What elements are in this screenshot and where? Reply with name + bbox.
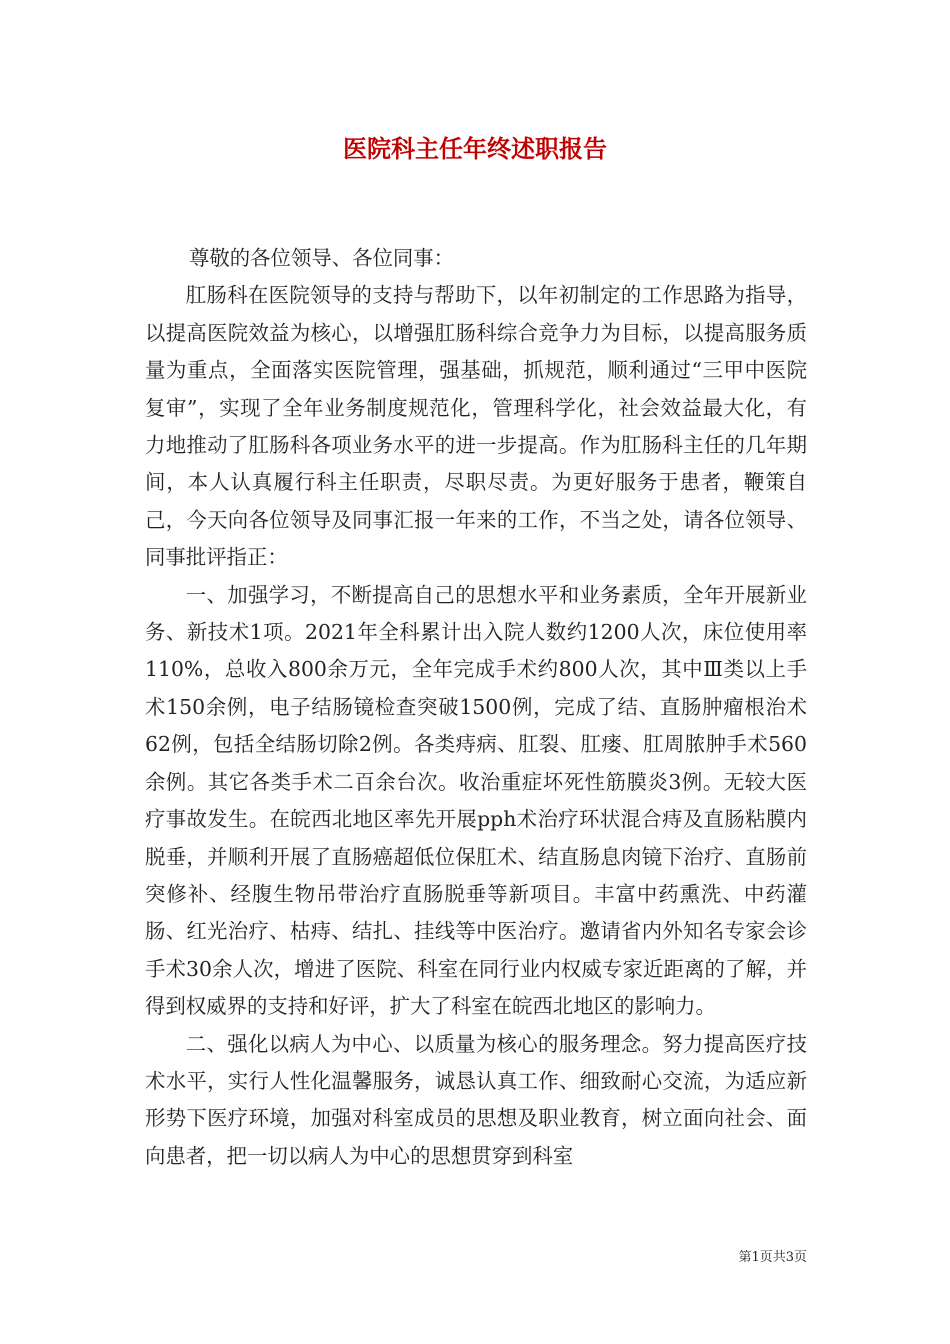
- section-one-paragraph: 一、加强学习，不断提高自己的思想水平和业务素质，全年开展新业务、新技术1项。2021年全科累计出入院人数约1200人次，床位使用率110%，总收入800余万元，全年完成手术约800人次，其中Ⅲ类以上手术150余例，电子结肠镜检查突破1500例，完成了结、直肠肿瘤根治术62例，包括全结肠切除2例。各类痔病、肛裂、肛瘘、肛周脓肿手术560余例。其它各类手术二百余台次。收治重症坏死性筋膜炎3例。无较大医疗事故发生。在皖西北地区率先开展pph术治疗环状混合痔及直肠粘膜内脱垂，并顺利开展了直肠癌超低位保肛术、结直肠息肉镜下治疗、直肠前突修补、经腹生物吊带治疗直肠脱垂等新项目。丰富中药熏洗、中药灌肠、红光治疗、枯痔、结扎、挂线等中医治疗。邀请省内外知名专家会诊手术30余人次，增进了医院、科室在同行业内权威专家近距离的了解，并得到权威界的支持和好评，扩大了科室在皖西北地区的影响力。: [145, 582, 807, 1019]
- section-two-paragraph: 二、强化以病人为中心、以质量为核心的服务理念。努力提高医疗技术水平，实行人性化温馨服务，诚恳认真工作、细致耐心交流，为适应新形势下医疗环境，加强对科室成员的思想及职业教育，树立面向社会、面向患者，把一切以病人为中心的思想贯穿到科室: [145, 1031, 807, 1168]
- salutation: 尊敬的各位领导、各位同事：: [189, 246, 455, 270]
- document-body: [145, 240, 807, 1175]
- intro-paragraph: 肛肠科在医院领导的支持与帮助下，以年初制定的工作思路为指导，以提高医院效益为核心，以增强肛肠科综合竞争力为目标，以提高服务质量为重点，全面落实医院管理，强基础，抓规范，顺利通过“三甲中医院复审”，实现了全年业务制度规范化，管理科学化，社会效益最大化，有力地推动了肛肠科各项业务水平的进一步提高。作为肛肠科主任的几年期间，本人认真履行科主任职责，尽职尽责。为更好服务于患者，鞭策自己，今天向各位领导及同事汇报一年来的工作，不当之处，请各位领导、同事批评指正：: [145, 283, 807, 570]
- document-title: 医院科主任年终述职报告: [343, 134, 607, 163]
- page-number: 第1页共3页: [738, 1250, 807, 1265]
